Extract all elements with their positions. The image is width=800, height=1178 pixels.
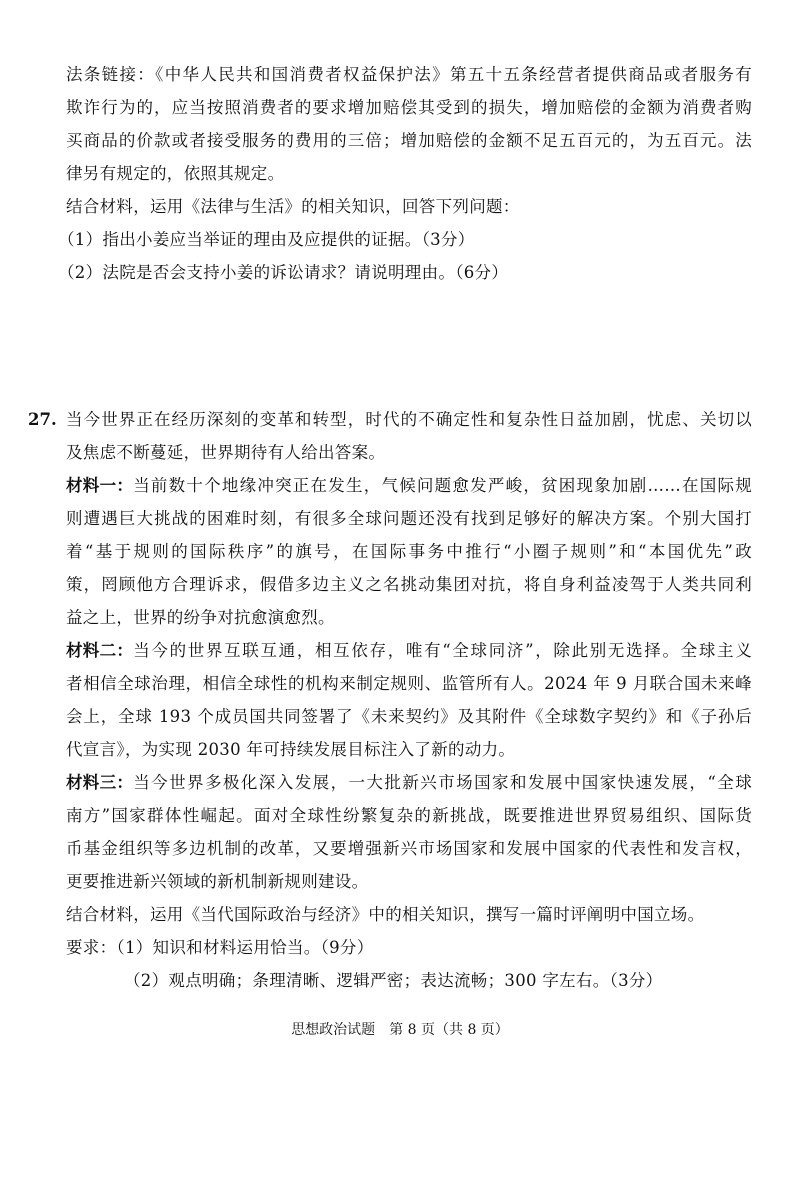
material-3-label: 材料三： bbox=[66, 773, 134, 792]
law-link-line-3: 买商品的价款或者接受服务的费用的三倍；增加赔偿的金额不足五百元的，为五百元。法 bbox=[66, 131, 752, 150]
material-3-first-line bbox=[66, 772, 752, 794]
material-1-text-start: 当前数十个地缘冲突正在发生，气候问题愈发严峻，贫困现象加剧……在国际规 bbox=[133, 476, 752, 495]
material-1-label: 材料一： bbox=[66, 476, 134, 495]
page-footer: 思想政治试题 第 8 页（共 8 页） bbox=[291, 1022, 509, 1038]
material-2-first-line bbox=[66, 640, 752, 662]
question-26-2: （2）法院是否会支持小姜的诉讼请求？请说明理由。（6分） bbox=[58, 263, 509, 282]
instruction-26: 结合材料，运用《法律与生活》的相关知识，回答下列问题： bbox=[66, 197, 520, 216]
material-2-line-3: 会上，全球 193 个成员国共同签署了《未来契约》及其附件《全球数字契约》和《子孙后 bbox=[66, 707, 752, 726]
question-27-number: 27. bbox=[28, 410, 57, 429]
material-3-line-3: 币基金组织等多边机制的改革，又要增强新兴市场国家和发展中国家的代表性和发言权， bbox=[66, 839, 752, 858]
material-2-line-2: 者相信全球治理，相信全球性的机构来制定规则、监管所有人。2024 年 9 月联合国未来峰 bbox=[66, 674, 752, 693]
material-3-line-4: 更要推进新兴领域的新机制新规则建设。 bbox=[66, 872, 369, 891]
material-1-line-3: 着“基于规则的国际秩序”的旗号，在国际事务中推行“小圈子规则”和“本国优先”政 bbox=[66, 542, 752, 561]
q27-task: 结合材料，运用《当代国际政治与经济》中的相关知识，撰写一篇时评阐明中国立场。 bbox=[66, 905, 705, 924]
law-link-line-1: 法条链接：《中华人民共和国消费者权益保护法》第五十五条经营者提供商品或者服务有 bbox=[66, 65, 752, 84]
material-3-text-start: 当今世界多极化深入发展，一大批新兴市场国家和发展中国家快速发展，“全球 bbox=[133, 773, 752, 792]
material-1-first-line bbox=[66, 475, 752, 497]
material-1-line-5: 益之上，世界的纷争对抗愈演愈烈。 bbox=[66, 608, 335, 627]
law-link-line-2: 欺诈行为的，应当按照消费者的要求增加赔偿其受到的损失，增加赔偿的金额为消费者购 bbox=[66, 98, 752, 117]
material-2-line-4: 代宣言》，为实现 2030 年可持续发展目标注入了新的动力。 bbox=[66, 740, 516, 759]
question-26-1: （1）指出小姜应当举证的理由及应提供的证据。（3分） bbox=[58, 230, 475, 249]
material-1-line-4: 策，罔顾他方合理诉求，假借多边主义之名挑动集团对抗，将自身利益凌驾于人类共同利 bbox=[66, 575, 752, 594]
q27-requirement-1: 要求：（1）知识和材料运用恰当。（9分） bbox=[66, 938, 374, 957]
material-1-line-2: 则遭遇巨大挑战的困难时刻，有很多全球问题还没有找到足够好的解决方案。个别大国打 bbox=[66, 509, 752, 528]
q27-intro-line-1: 当今世界正在经历深刻的变革和转型，时代的不确定性和复杂性日益加剧，忧虑、关切以 bbox=[66, 410, 752, 429]
material-2-label: 材料二： bbox=[66, 641, 134, 660]
material-3-line-2: 南方”国家群体性崛起。面对全球性纷繁复杂的新挑战，既要推进世界贸易组织、国际货 bbox=[66, 806, 752, 825]
q27-intro-line-2: 及焦虑不断蔓延，世界期待有人给出答案。 bbox=[66, 443, 386, 462]
law-link-line-4: 律另有规定的，依照其规定。 bbox=[66, 164, 285, 183]
q27-requirement-2: （2）观点明确；条理清晰、逻辑严密；表达流畅；300 字左右。（3分） bbox=[124, 971, 663, 990]
material-2-text-start: 当今的世界互联互通，相互依存，唯有“全球同济”，除此别无选择。全球主义 bbox=[133, 641, 752, 660]
